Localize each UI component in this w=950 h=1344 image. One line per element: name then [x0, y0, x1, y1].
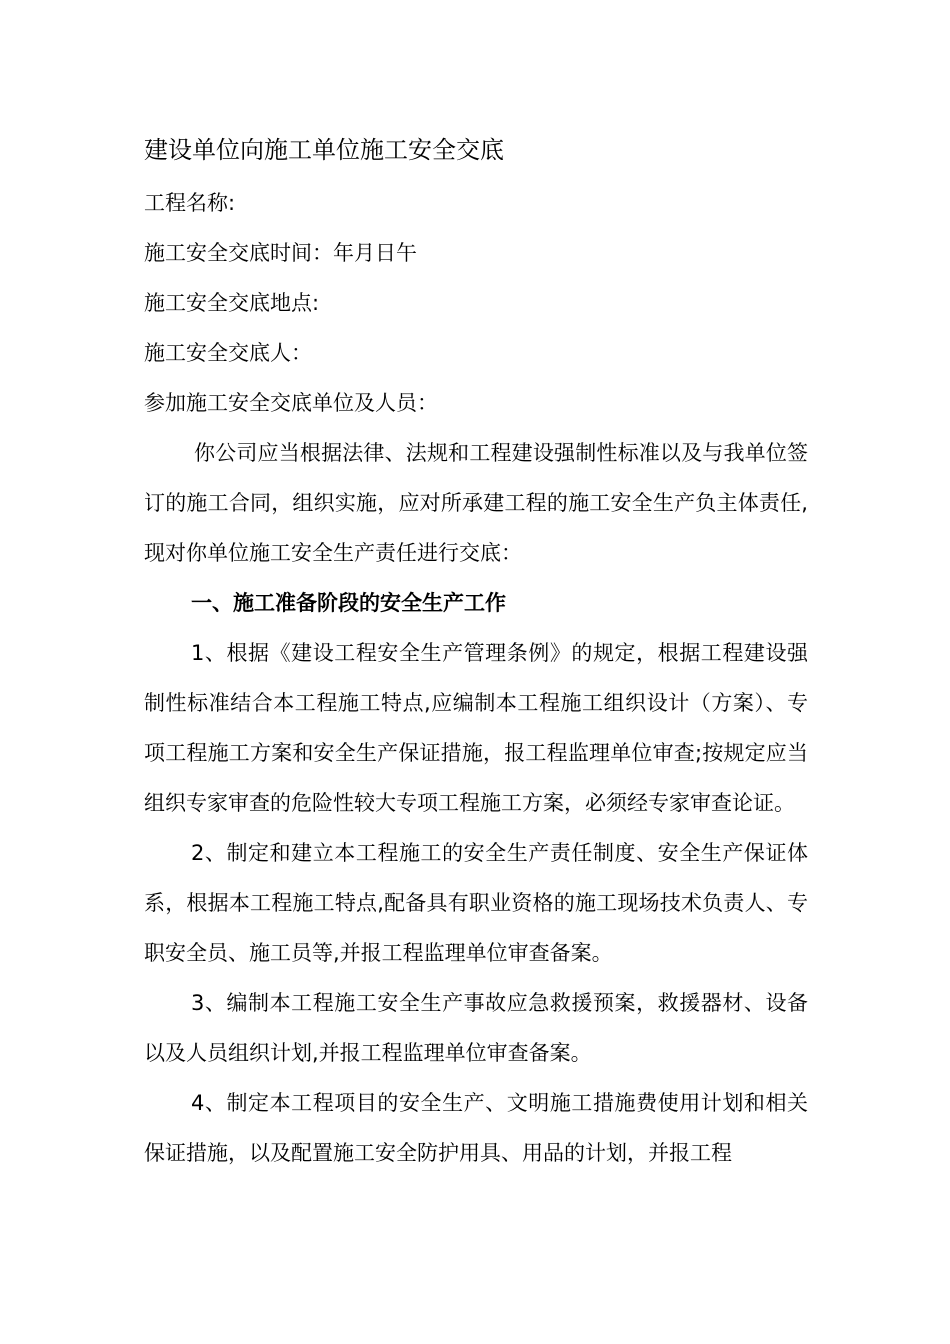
intro-paragraph: 你公司应当根据法律、法规和工程建设强制性标准以及与我单位签订的施工合同，组织实施，应对所承建工程的施工安全生产负主体责任,现对你单位施工安全生产责任进行交底： [144, 441, 808, 565]
section-heading: 一、施工准备阶段的安全生产工作 [191, 591, 506, 615]
project-name-field: 工程名称: [144, 191, 236, 215]
item-paragraph-2: 2、制定和建立本工程施工的安全生产责任制度、安全生产保证体系，根据本工程施工特点,配备具有职业资格的施工现场技术负责人、专职安全员、施工员等,并报工程监理单位审查备案。 [144, 841, 808, 965]
disclosure-person-field: 施工安全交底人： [144, 341, 312, 365]
item-paragraph-3: 3、编制本工程施工安全生产事故应急救援预案，救援器材、设备以及人员组织计划,并报工程监理单位审查备案。 [144, 991, 808, 1065]
document-body [144, 128, 808, 1178]
document-title: 建设单位向施工单位施工安全交底 [144, 136, 504, 164]
item-paragraph-4: 4、制定本工程项目的安全生产、文明施工措施费使用计划和相关保证措施，以及配置施工安全防护用具、用品的计划，并报工程 [144, 1091, 808, 1165]
item-paragraph-1: 1、根据《建设工程安全生产管理条例》的规定，根据工程建设强制性标准结合本工程施工特点,应编制本工程施工组织设计（方案）、专项工程施工方案和安全生产保证措施，报工程监理单位审查;按规定应当组织专家审查的危险性较大专项工程施工方案，必须经专家审查论证。 [144, 641, 808, 815]
disclosure-time-field: 施工安全交底时间：年月日午 [144, 241, 417, 265]
participants-field: 参加施工安全交底单位及人员： [144, 391, 438, 415]
disclosure-location-field: 施工安全交底地点: [144, 291, 320, 315]
